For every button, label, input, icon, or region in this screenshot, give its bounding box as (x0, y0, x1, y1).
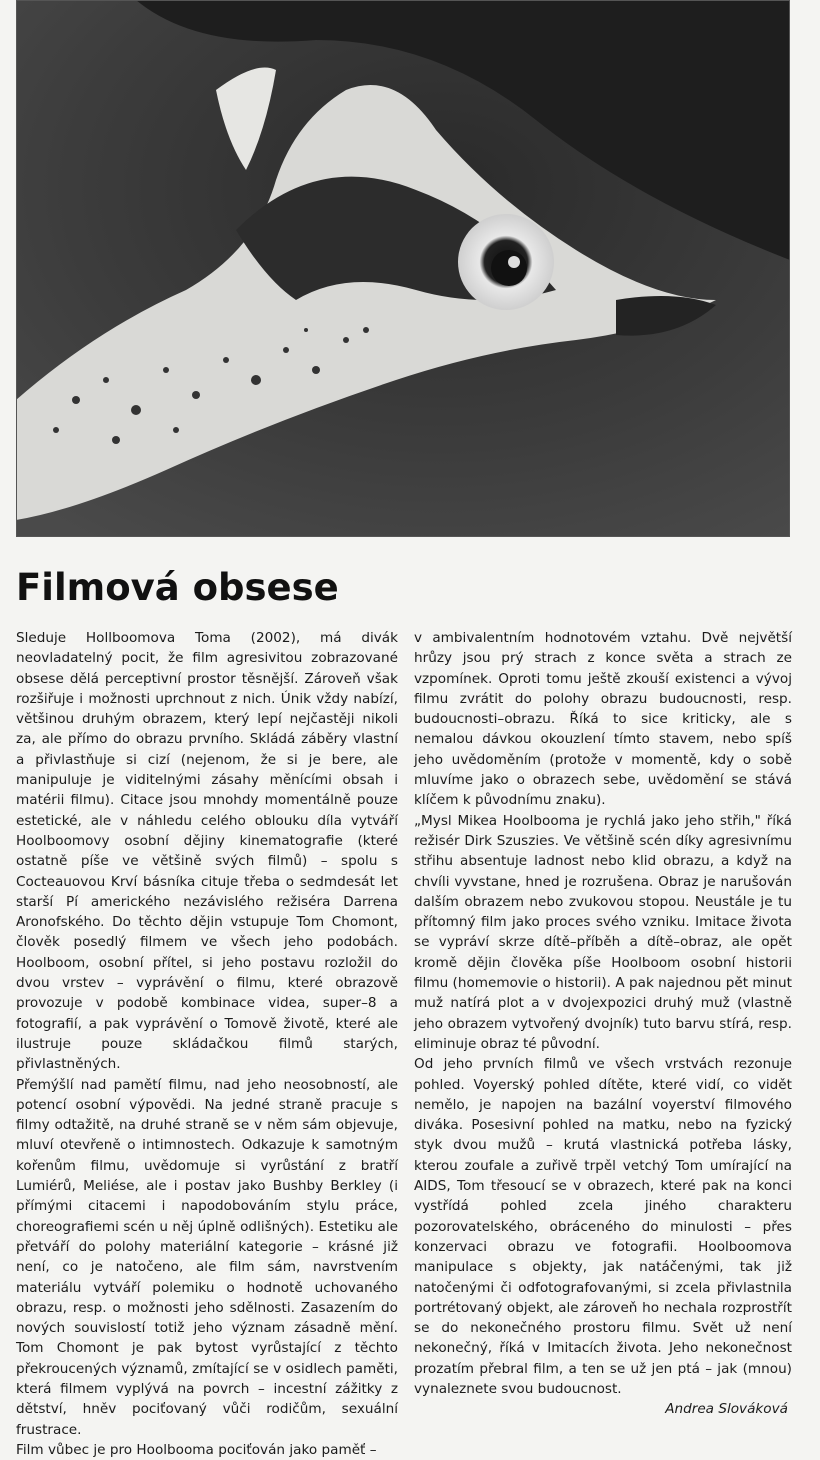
paragraph: Přemýšlí nad pamětí filmu, nad jeho neosobností, ale potencí osobní výpovědi. Na jedné straně pracuje s filmy odtažitě, na druhé straně se v něm sám objevuje, mluví otevřeně o intimnostech. Odkazuje k samotným kořenům filmu, uvědomuje si vyrůstání z bratří Lumiérů, Meliése, ale i postav jako Bushby Berkley (i přímými citacemi i napodobováním stylu práce, choreografiemi scén u něj úplně odlišných). Estetiku ale přetváří do polohy materiální kategorie – krásné již není, co je natočeno, ale film sám, navrstvením materiálu vytváří polemiku o hodnotě uchovaného obrazu, resp. o možnosti jeho sdělnosti. Zasazením do nových souvislostí totiž jeho význam zásadně mění. Tom Chomont je pak bytost vyrůstající z těchto překroucených významů, zmítající se v osidlech paměti, která filmem vyplývá na povrch – incestní zážitky z dětství, hněv pociťovaný vůči rodičům, sexuální frustrace. (16, 1076, 398, 1438)
article-author: Andrea Slováková (665, 1401, 788, 1418)
paragraph: Od jeho prvních filmů ve všech vrstvách rezonuje pohled. Voyerský pohled dítěte, které vidí, co vidět nemělo, je napojen na bazální voyerství filmového diváka. Posesivní pohled na matku, nebo na fyzický styk dvou mužů – krutá vlastnická potřeba lásky, kterou zoufale a zuřivě trpěl vetchý Tom umírající na AIDS, Tom třesoucí se v obrazech, které pak na konci vystřídá pohled zcela jiného charakteru pozorovatelského, obráceného do minulosti – přes konzervaci obrazu ve fotografii. Hoolboomova manipulace s objekty, jak natáčenými, tak již natočenými či odfotografovanými, si zcela přivlastnila portrétovaný objekt, ale zároveň ho nechala rozprostřít se do nekonečného prostoru filmu. Svět už není nekonečný, říká v Imitacích života. Jeho nekonečnost prozatím přebral film, a ten se už jen ptá – jak (mnou) vynaleznete svou budoucnost. (414, 1056, 792, 1397)
paragraph: Film vůbec je pro Hoolbooma pociťován jako paměť – (16, 1441, 377, 1458)
film-still-image (16, 0, 790, 537)
article-title: Filmová obsese (16, 566, 339, 609)
paragraph: „Mysl Mikea Hoolbooma je rychlá jako jeho střih," říká režisér Dirk Szuszies. Ve většině scén díky agresivnímu střihu absentuje ladnost nebo klid obrazu, a když na chvíli vyvstane, hned je rozrušena. Obraz je narušován dalším obrazem nebo zvukovou stopou. Neustále je tu přítomný film jako proces svého vzniku. Imitace života se vypráví skrze dítě–příběh a dítě–obraz, ale opět kromě dějin člověka píše Hoolboom osobní historii filmu (homemovie o historii). A pak najednou pět minut muž natírá plot a v dvojexpozici druhý muž (vlastně jeho obrazem vytvořený dvojník) tuto barvu stírá, resp. eliminuje obraz té původní. (414, 812, 792, 1052)
article-column-right (414, 628, 792, 1420)
paragraph: v ambivalentním hodnotovém vztahu. Dvě největší hrůzy jsou prý strach z konce světa a strach ze vzpomínek. Oproti tomu ještě zkouší existenci a vývoj filmu zvrátit do polohy obrazu budoucnosti, resp. budoucnosti–obrazu. Říká to sice kriticky, ale s nemalou dávkou okouzlení tímto stavem, nebo spíš jeho uvědoměním (protože v momentě, kdy o sobě mluvíme jako o obrazech sebe, uvědomění se stává klíčem k původnímu znaku). (414, 630, 792, 809)
paragraph: Sleduje Hollboomova Toma (2002), má divák neovladatelný pocit, že film agresivitou zobrazované obsese dělá perceptivní prostor těsnější. Zároveň však rozšiřuje i možnosti uprchnout z nich. Únik vždy nabízí, většinou druhým obrazem, který lepí nejčastěji nikoli za, ale přímo do obrazu prvního. Skládá záběry vlastní a přivlastňuje si cizí (nejenom, že si je bere, ale manipuluje je viditelnými zásahy měnícími obsah i matérii filmu). Citace jsou mnohdy momentálně pouze estetické, ale v náhledu celého oblouku díla vytváří Hoolboomovy osobní dějiny kinematografie (které ostatně píše ve většině svých filmů) – spolu s Cocteauovou Krví básníka cituje třeba o sedmdesát let starší Pí amerického nezávislého režiséra Darrena Aronofského. Do těchto dějin vstupuje Tom Chomont, člověk posedlý filmem ve všech jeho podobách. Hoolboom, osobní přítel, si jeho postavu rozložil do dvou vrstev – vyprávění o filmu, které obrazově provozuje v podobě kombinace videa, super–8 a fotografií, a pak vyprávění o Tomově životě, které ale ilustruje pouze skládačkou filmů starých, přivlastněných. (16, 630, 398, 1073)
film-still-photo (16, 0, 790, 537)
article-column-left (16, 628, 398, 1460)
